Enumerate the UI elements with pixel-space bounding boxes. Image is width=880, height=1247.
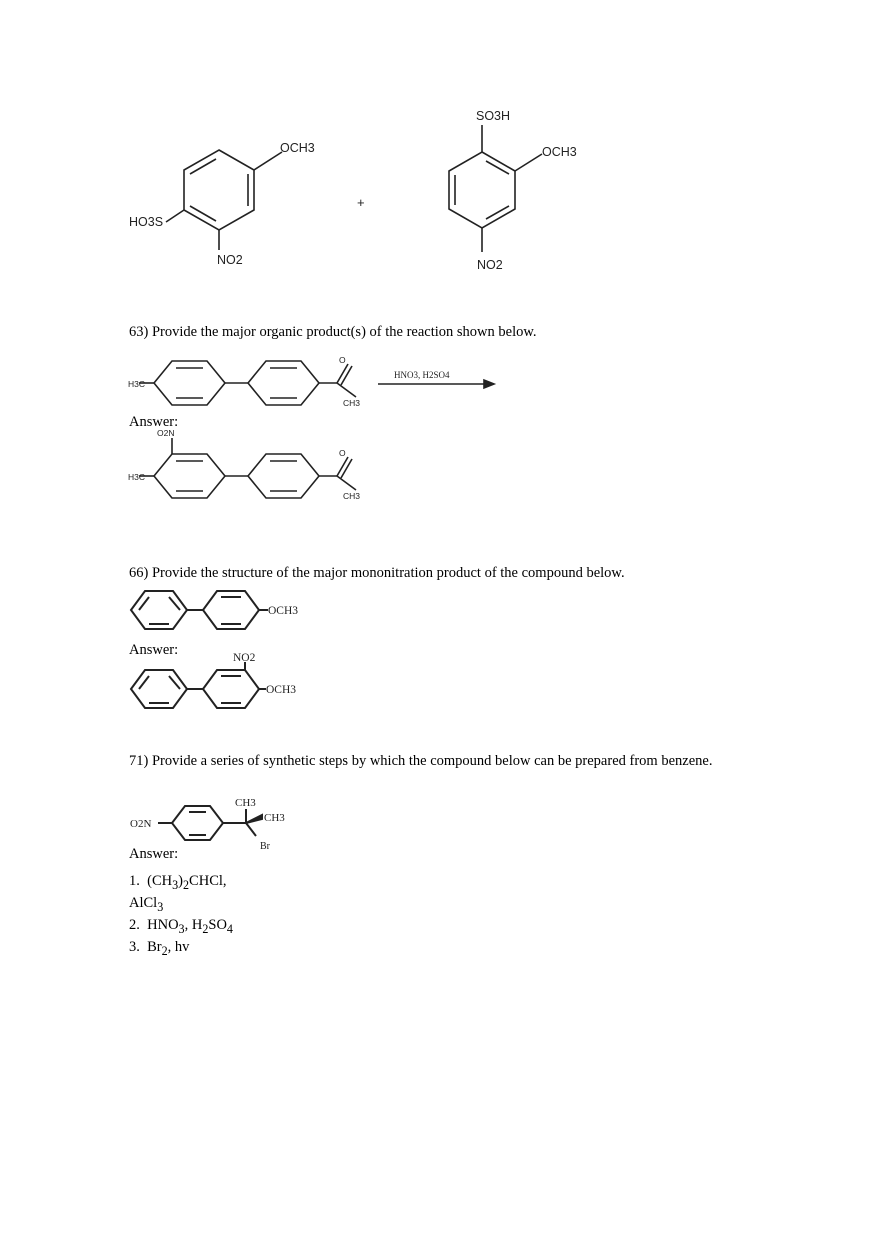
q63-product-ch3-label: CH3: [343, 491, 361, 501]
q71-compound: [158, 806, 262, 840]
question-63: 63) Provide the major organic product(s) of the reaction shown below.: [129, 324, 537, 340]
top-left-so3h-label: HO3S: [129, 215, 164, 229]
answer-label-71: Answer:: [129, 846, 179, 862]
q63-product-nitro-label: O2N: [157, 428, 175, 438]
q66-reactant-och3-label: OCH3: [268, 605, 299, 617]
plus-sign: +: [357, 195, 365, 210]
top-left-och3-label: OCH3: [280, 141, 315, 155]
q71-ch3-right-label: CH3: [264, 812, 285, 824]
top-right-so3h-label: SO3H: [476, 109, 511, 123]
q63-reactant: [139, 361, 356, 405]
top-right-ring: [449, 125, 542, 252]
step-2: 2. $HNO_3$, $H_2SO_4$: [129, 916, 233, 936]
q71-br-label: Br: [260, 841, 270, 852]
q63-product: [139, 438, 356, 498]
answer-label-63: Answer:: [129, 414, 179, 430]
q63-methyl-label: H3C: [128, 379, 146, 389]
step-3: 3. $Br_2$, hv: [129, 938, 190, 958]
top-left-ring: [166, 150, 282, 250]
step-1: 1. $(CH_3)_2CHCl$,: [129, 873, 227, 892]
q66-product-och3-label: OCH3: [266, 684, 297, 696]
q63-carbonyl-o-label: O: [339, 355, 346, 365]
q66-product: [131, 662, 266, 708]
top-left-no2-label: NO2: [217, 253, 243, 267]
q63-ch3-label: CH3: [343, 398, 361, 408]
top-right-no2-label: NO2: [477, 258, 503, 272]
q66-reactant: [131, 591, 268, 629]
question-66: 66) Provide the structure of the major mononitration product of the compound below.: [129, 565, 625, 581]
step-1-cont: AlCl$_3$: [129, 894, 164, 914]
q66-product-no2-label: NO2: [233, 652, 256, 664]
q63-reagent-label: HNO3, H2SO4: [394, 370, 450, 380]
q63-product-methyl-label: H3C: [128, 472, 146, 482]
top-right-och3-label: OCH3: [542, 145, 577, 159]
q63-product-o-label: O: [339, 448, 346, 458]
synthesis-steps: [129, 872, 233, 960]
question-71: 71) Provide a series of synthetic steps by which the compound below can be prepared from benzene.: [129, 753, 713, 769]
q63-arrow: [378, 380, 494, 388]
q71-ch3-top-label: CH3: [235, 797, 256, 809]
answer-label-66: Answer:: [129, 642, 179, 658]
q71-o2n-label: O2N: [130, 818, 152, 830]
